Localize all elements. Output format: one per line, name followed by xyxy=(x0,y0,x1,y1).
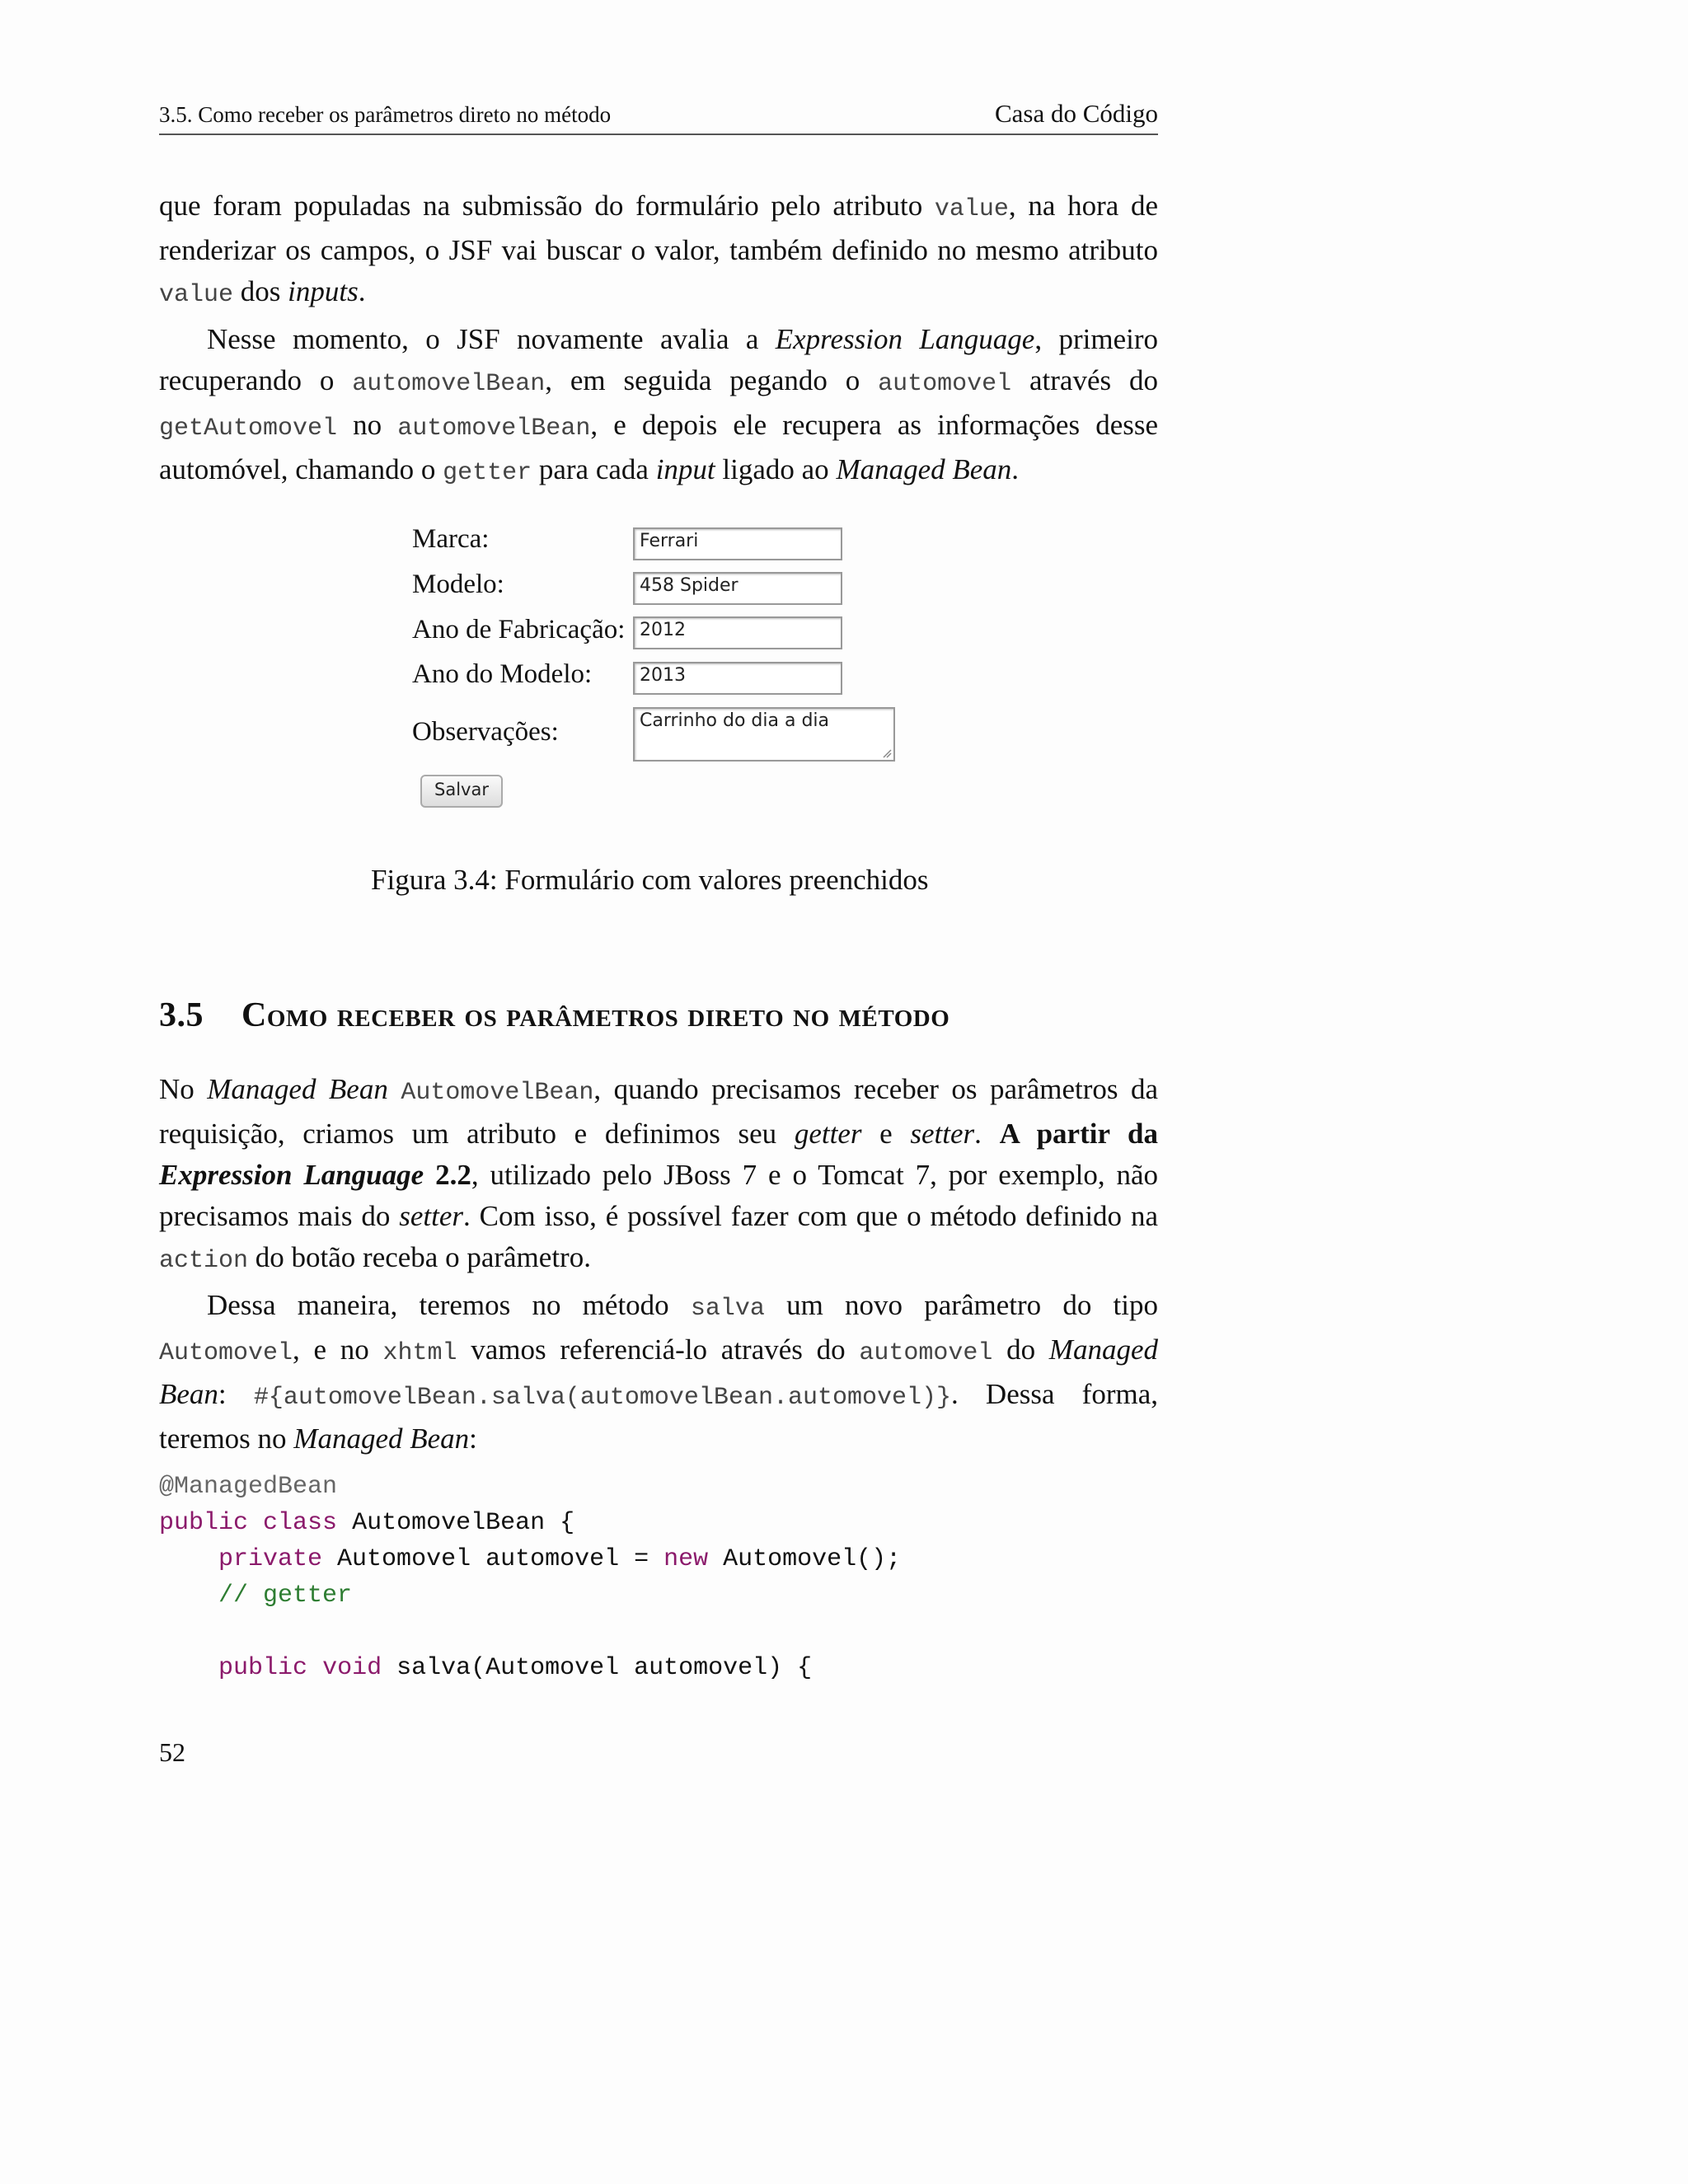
figure-caption: Figura 3.4: Formulário com valores preenchidos xyxy=(371,864,929,896)
paragraph-3: No Managed Bean AutomovelBean, quando precisamos receber os parâmetros da requisição, criamos um atributo e definimos seu getter e setter. A partir da Expression Language 2.2, utilizado pelo JBoss 7 e o Tomcat 7, por exemplo, não precisamos mais do setter. Com isso, é possível fazer com que o método definido na action do botão receba o parâmetro. xyxy=(159,1073,1159,1275)
save-button[interactable]: Salvar xyxy=(420,775,503,808)
running-header xyxy=(159,99,1158,135)
code-line-5 xyxy=(159,1614,901,1650)
ano-modelo-field[interactable]: 2013 xyxy=(633,662,842,695)
code-listing xyxy=(159,1469,901,1686)
paragraph-4: Dessa maneira, teremos no método salva um novo parâmetro do tipo Automovel, e no xhtml vamos referenciá-lo através do automovel do Managed Bean: #{automovelBean.salva(automovelBean.automovel)}. Dessa forma, teremos no Managed Bean: xyxy=(159,1289,1159,1455)
form-figure xyxy=(412,519,907,816)
code-line-6: public void salva(Automovel automovel) { xyxy=(218,1654,813,1682)
code-line-2: public class AutomovelBean { xyxy=(159,1509,575,1537)
header-section-title: 3.5. Como receber os parâmetros direto no método xyxy=(159,102,612,127)
section-heading xyxy=(159,996,950,1035)
code-line-1: @ManagedBean xyxy=(159,1473,338,1501)
paragraph-2: Nesse momento, o JSF novamente avalia a Expression Language, primeiro recuperando o automovelBean, em seguida pegando o automovel através do getAutomovel no automovelBean, e depois ele recupera as informações desse automóvel, chamando o getter para cada input ligado ao Managed Bean. xyxy=(159,323,1158,487)
label-observacoes: Observações: xyxy=(412,717,559,747)
observacoes-textarea[interactable]: Carrinho do dia a dia xyxy=(633,707,895,762)
resize-grip-icon[interactable] xyxy=(882,748,892,758)
body-text-top xyxy=(159,185,1158,494)
paragraph-1: que foram populadas na submissão do formulário pelo atributo value, na hora de renderizar os campos, o JSF vai buscar o valor, também definido no mesmo atributo value dos inputs. xyxy=(159,190,1158,309)
code-line-4: // getter xyxy=(218,1582,353,1610)
page-number: 52 xyxy=(159,1737,185,1767)
section-number: 3.5 xyxy=(159,996,204,1034)
marca-field[interactable]: Ferrari xyxy=(633,527,842,560)
header-publisher: Casa do Código xyxy=(994,99,1158,128)
modelo-field[interactable]: 458 Spider xyxy=(633,572,842,605)
label-modelo: Modelo: xyxy=(412,569,504,599)
label-ano-modelo: Ano do Modelo: xyxy=(412,659,593,689)
ano-fabricacao-field[interactable]: 2012 xyxy=(633,616,842,649)
label-ano-fabricacao: Ano de Fabricação: xyxy=(412,615,626,644)
code-line-3: private Automovel automovel = new Automovel(); xyxy=(218,1545,902,1573)
body-text-bottom xyxy=(159,1069,1158,1460)
label-marca: Marca: xyxy=(412,524,490,554)
section-title: Como receber os parâmetros direto no método xyxy=(241,996,950,1034)
